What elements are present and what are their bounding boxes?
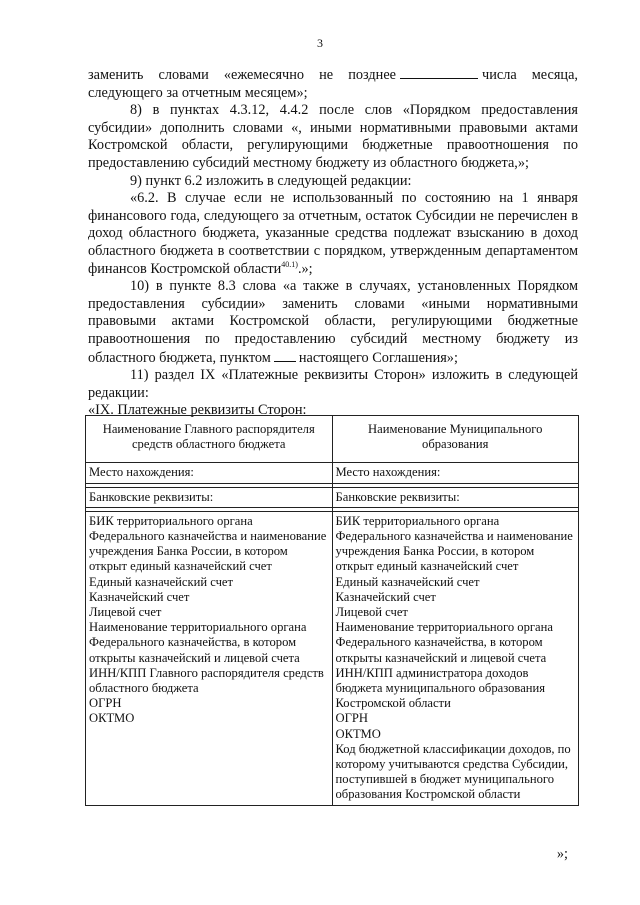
list-item: БИК территориального органа Федерального казначейства и наименование учреждения Банка России, в котором открыт единый казначейский счет bbox=[89, 513, 327, 574]
document-body bbox=[88, 66, 578, 420]
list-item: ОГРН bbox=[89, 696, 122, 711]
list-item: Казначейский счет bbox=[335, 589, 436, 604]
table-row bbox=[86, 487, 579, 507]
paragraph-text: 10) в пункте 8.3 слова «а также в случаях, установленных Порядком предоставления субсидии» заменить словами «иными нормативными правовыми актами Костромской области, регулирующими бюджетные правоотношения по предоставлению субсидий местному бюджету из областного бюджета, пунктом bbox=[88, 278, 578, 366]
paragraph-text: настоящего Соглашения»; bbox=[298, 349, 458, 366]
paragraph-text: заменить словами «ежемесячно не позднее bbox=[88, 67, 397, 83]
list-item: БИК территориального органа Федерального казначейства и наименование учреждения Банка России, в котором открыт единый казначейский счет bbox=[335, 513, 573, 574]
table-row bbox=[86, 463, 579, 483]
location-right: Место нахождения: bbox=[332, 463, 579, 483]
closing-quote: »; bbox=[556, 846, 568, 862]
paragraph: 8) в пунктах 4.3.12, 4.4.2 после слов «Порядком предоставления субсидии» дополнить словами «, иными нормативными правовыми актами Костромской области, регулирующими бюджетные правоотношения по предоставлению субсидий местному бюджету из областного бюджета,»; bbox=[88, 102, 578, 171]
paragraph bbox=[88, 66, 578, 102]
paragraph-text: «6.2. В случае если не использованный по состоянию на 1 января финансового года, следующего за отчетным, остаток Субсидии не перечислен в доход областного бюджета, указанные средства подлежат взысканию в доход областного бюджета в соответствии с порядком, утвержденным департаментом финансов Костромской области bbox=[88, 190, 578, 277]
list-item: Код бюджетной классификации доходов, по которому учитываются средства Субсидии, поступившей в бюджет муниципального образования Костромской области bbox=[335, 741, 571, 802]
paragraph-text: .»; bbox=[297, 260, 313, 277]
paragraph bbox=[88, 190, 578, 278]
table-row bbox=[86, 511, 579, 805]
blank-line bbox=[400, 66, 478, 79]
paragraph-text: числа месяца, следующего за отчетным месяцем»; bbox=[88, 67, 579, 101]
footnote-ref: 40.1) bbox=[281, 259, 298, 269]
table-header-left: Наименование Главного распорядителя средств областного бюджета bbox=[86, 416, 333, 463]
list-item: Лицевой счет bbox=[335, 605, 408, 620]
table-row bbox=[86, 416, 579, 463]
table-header-right: Наименование Муниципального образования bbox=[332, 416, 579, 463]
paragraph: 11) раздел IX «Платежные реквизиты Сторон» изложить в следующей редакции: bbox=[88, 367, 578, 401]
list-item: ОГРН bbox=[335, 711, 368, 726]
bank-details-left: Банковские реквизиты: bbox=[86, 487, 333, 507]
list-item: Наименование территориального органа Федерального казначейства, в котором открыты казначейский и лицевой счета bbox=[335, 620, 553, 665]
list-item: ОКТМО bbox=[89, 711, 135, 726]
paragraph: 9) пункт 6.2 изложить в следующей редакции: bbox=[130, 172, 412, 189]
page-number: 3 bbox=[317, 36, 323, 50]
list-item: ИНН/КПП Главного распорядителя средств областного бюджета bbox=[89, 665, 324, 696]
requisites-right bbox=[332, 511, 579, 805]
bank-details-right: Банковские реквизиты: bbox=[332, 487, 579, 507]
list-item: Казначейский счет bbox=[89, 589, 190, 604]
requisites-table bbox=[85, 415, 579, 806]
list-item: Лицевой счет bbox=[89, 605, 162, 620]
section-title: «IX. Платежные реквизиты Сторон: bbox=[88, 402, 307, 419]
location-left: Место нахождения: bbox=[86, 463, 333, 483]
list-item: ИНН/КПП администратора доходов бюджета муниципального образования Костромской области bbox=[335, 665, 546, 711]
list-item: Единый казначейский счет bbox=[335, 574, 480, 589]
list-item: ОКТМО bbox=[335, 726, 381, 741]
paragraph bbox=[88, 278, 578, 367]
requisites-left bbox=[86, 511, 333, 805]
list-item: Единый казначейский счет bbox=[89, 574, 234, 589]
blank-line bbox=[274, 349, 296, 362]
list-item: Наименование территориального органа Федерального казначейства, в котором открыты казначейский и лицевой счета bbox=[89, 620, 307, 665]
